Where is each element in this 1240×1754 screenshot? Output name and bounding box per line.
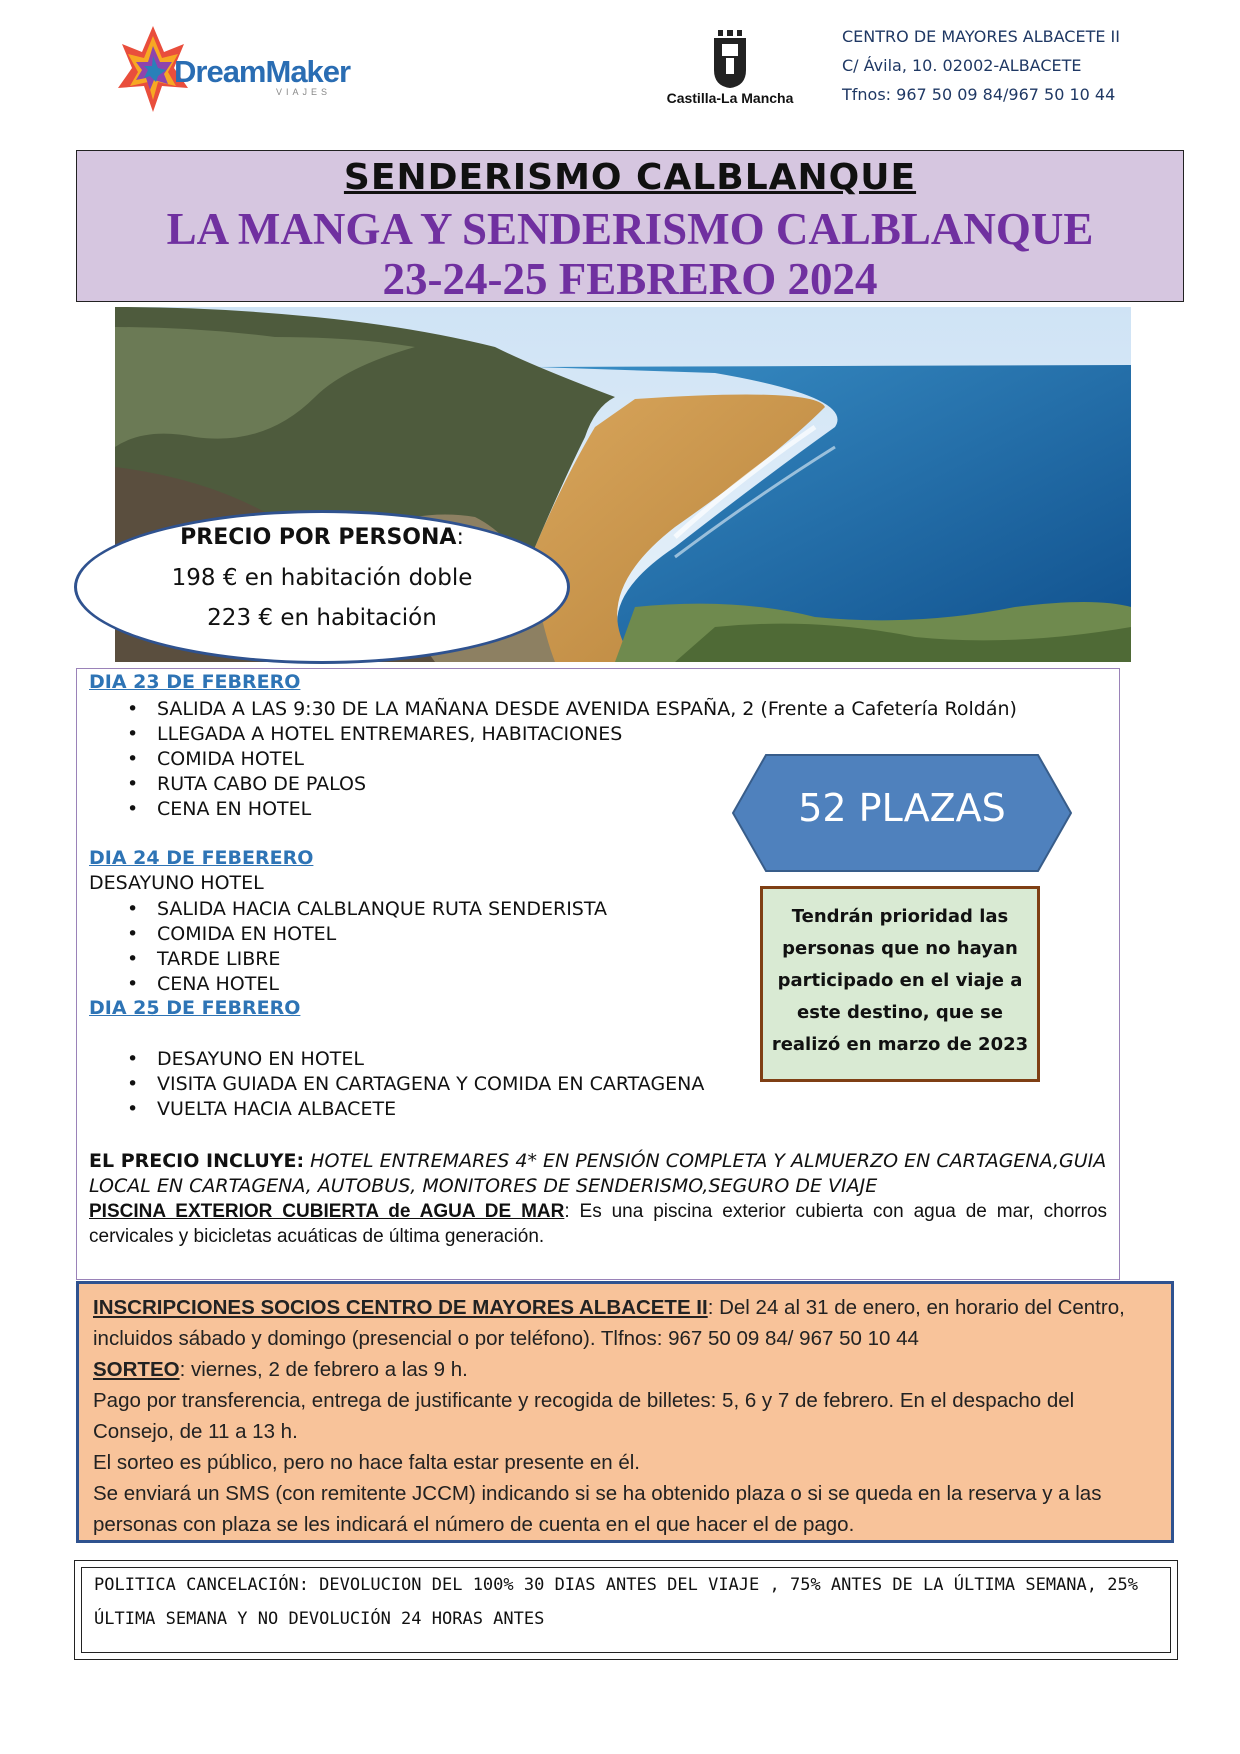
inscriptions-box: [76, 1281, 1174, 1543]
price-includes-label: EL PRECIO INCLUYE:: [89, 1150, 305, 1172]
places-badge: [732, 754, 1072, 872]
payment-paragraph: Pago por transferencia, entrega de justificante y recogida de billetes: 5, 6 y 7 de febrero. En el despacho del Consejo, de 11 a 13 h.: [93, 1389, 1075, 1443]
draw-text: : viernes, 2 de febrero a las 9 h.: [179, 1358, 468, 1381]
title-box: [76, 150, 1184, 302]
day-2-intro: DESAYUNO HOTEL: [89, 872, 264, 894]
list-item: • VISITA GUIADA EN CARTAGENA Y COMIDA EN CARTAGENA: [127, 1072, 704, 1097]
sms-paragraph: Se enviará un SMS (con remitente JCCM) indicando si se ha obtenido plaza o si se queda en la reserva y a las personas con plaza se les indicará el número de cuenta en el que hacer el de pago.: [93, 1482, 1102, 1536]
list-item: • VUELTA HACIA ALBACETE: [127, 1097, 704, 1122]
brand-logo-subtext: VIAJES: [276, 87, 332, 97]
coat-of-arms-icon: [710, 30, 750, 90]
price-callout: [74, 510, 570, 664]
cancellation-box: [74, 1560, 1178, 1660]
org-name: CENTRO DE MAYORES ALBACETE II: [842, 27, 1120, 46]
price-includes: [89, 1149, 1107, 1199]
price-title-colon: :: [456, 525, 464, 550]
list-item: • RUTA CABO DE PALOS: [127, 772, 1017, 797]
day-3-heading: DIA 25 DE FEBRERO: [89, 997, 301, 1019]
price-single-room: 223 € en habitación: [207, 605, 437, 631]
day-3-list: [127, 1047, 704, 1122]
trip-dates: 23-24-25 FEBRERO 2024: [382, 254, 878, 304]
inscriptions-label: INSCRIPCIONES SOCIOS CENTRO DE MAYORES ALBACETE II: [93, 1296, 708, 1319]
list-item: • DESAYUNO EN HOTEL: [127, 1047, 704, 1072]
price-double-room: 198 € en habitación doble: [171, 565, 473, 591]
list-item: • TARDE LIBRE: [127, 947, 607, 972]
price-includes-text: HOTEL ENTREMARES 4* EN PENSIÓN COMPLETA Y ALMUERZO EN CARTAGENA,GUIA LOCAL EN CARTAGENA, AUTOBUS, MONITORES DE SENDERISMO,SEGURO DE VIAJE: [89, 1150, 1107, 1197]
draw-label: SORTEO: [93, 1358, 180, 1381]
inscriptions-paragraph: [93, 1292, 1157, 1354]
list-item: • LLEGADA A HOTEL ENTREMARES, HABITACIONES: [127, 722, 1017, 747]
brand-logo-text: DreamMaker: [174, 54, 351, 89]
list-item: • COMIDA HOTEL: [127, 747, 1017, 772]
list-item: • CENA EN HOTEL: [127, 797, 1017, 822]
places-count: 52 PLAZAS: [798, 786, 1006, 830]
page-title: SENDERISMO CALBLANQUE: [343, 157, 917, 198]
list-item: • CENA HOTEL: [127, 972, 607, 997]
priority-note: Tendrán prioridad las personas que no hayan participado en el viaje a este destino, que se realizó en marzo de 2023: [760, 886, 1040, 1082]
dreammaker-logo: [118, 24, 351, 114]
list-item: • SALIDA HACIA CALBLANQUE RUTA SENDERISTA: [127, 897, 607, 922]
day-2-heading: DIA 24 DE FEBERERO: [89, 847, 314, 869]
inscriptions-text: : Del 24 al 31 de enero, en horario del Centro, incluidos sábado y domingo (presencial o por teléfono). Tlfnos: 967 50 09 84/ 967 50 10 44: [93, 1296, 1125, 1350]
day-2-list: [127, 897, 607, 997]
trip-title: LA MANGA Y SENDERISMO CALBLANQUE: [166, 204, 1094, 254]
pool-text: : Es una piscina exterior cubierta con agua de mar, chorros cervicales y bicicletas acuáticas de última generación.: [89, 1201, 1107, 1247]
draw-paragraph: [93, 1354, 1157, 1385]
organization-info: [842, 22, 1120, 109]
org-address: C/ Ávila, 10. 02002-ALBACETE: [842, 56, 1082, 75]
cancellation-policy: POLITICA CANCELACIÓN: DEVOLUCION DEL 100% 30 DIAS ANTES DEL VIAJE , 75% ANTES DE LA ÚLTIMA SEMANA, 25% ÚLTIMA SEMANA Y NO DEVOLUCIÓN 24 HORAS ANTES: [81, 1567, 1171, 1653]
list-item: • COMIDA EN HOTEL: [127, 922, 607, 947]
public-draw-paragraph: El sorteo es público, pero no hace falta estar presente en él.: [93, 1451, 641, 1474]
region-logo-text: Castilla-La Mancha: [666, 90, 794, 106]
org-phones: Tfnos: 967 50 09 84/967 50 10 44: [842, 85, 1116, 104]
pool-description: [89, 1199, 1107, 1249]
price-title: PRECIO POR PERSONA: [180, 525, 457, 550]
pool-label: PISCINA EXTERIOR CUBIERTA de AGUA DE MAR: [89, 1201, 565, 1222]
castilla-la-mancha-logo: [660, 28, 800, 114]
list-item: • SALIDA A LAS 9:30 DE LA MAÑANA DESDE AVENIDA ESPAÑA, 2 (Frente a Cafetería Roldán): [127, 697, 1017, 722]
day-1-heading: DIA 23 DE FEBRERO: [89, 671, 301, 693]
